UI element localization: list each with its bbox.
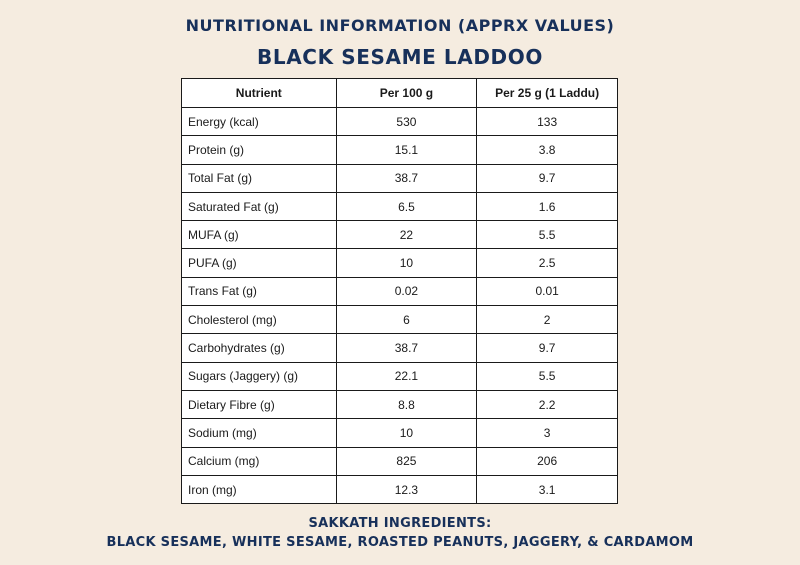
per-25g-cell: 9.7 (477, 334, 618, 362)
per-100g-cell: 10 (336, 249, 477, 277)
per-25g-cell: 0.01 (477, 277, 618, 305)
table-row (182, 390, 618, 418)
nutrient-cell: Sodium (mg) (182, 419, 337, 447)
per-100g-cell: 530 (336, 108, 477, 136)
per-100g-cell: 6.5 (336, 192, 477, 220)
per-25g-cell: 1.6 (477, 192, 618, 220)
nutrient-cell: PUFA (g) (182, 249, 337, 277)
column-header-nutrient: Nutrient (182, 79, 337, 108)
per-100g-cell: 22 (336, 221, 477, 249)
per-25g-cell: 2 (477, 306, 618, 334)
nutrition-table (181, 78, 618, 504)
table-row (182, 221, 618, 249)
per-100g-cell: 10 (336, 419, 477, 447)
per-25g-cell: 5.5 (477, 362, 618, 390)
nutrient-cell: Sugars (Jaggery) (g) (182, 362, 337, 390)
column-header-per-100g: Per 100 g (336, 79, 477, 108)
table-row (182, 136, 618, 164)
per-100g-cell: 22.1 (336, 362, 477, 390)
per-25g-cell: 133 (477, 108, 618, 136)
page-title: BLACK SESAME LADDOO (257, 45, 543, 69)
per-100g-cell: 38.7 (336, 334, 477, 362)
per-25g-cell: 2.5 (477, 249, 618, 277)
column-header-per-25g: Per 25 g (1 Laddu) (477, 79, 618, 108)
nutrient-cell: Trans Fat (g) (182, 277, 337, 305)
table-row (182, 108, 618, 136)
table-row (182, 306, 618, 334)
nutrient-cell: Cholesterol (mg) (182, 306, 337, 334)
per-100g-cell: 8.8 (336, 390, 477, 418)
table-row (182, 249, 618, 277)
table-header-row (182, 79, 618, 108)
table-row (182, 475, 618, 503)
table-row (182, 334, 618, 362)
nutrition-table-body (182, 108, 618, 504)
nutrient-cell: Total Fat (g) (182, 164, 337, 192)
nutrient-cell: Calcium (mg) (182, 447, 337, 475)
ingredients-section (0, 514, 800, 553)
nutrient-cell: Carbohydrates (g) (182, 334, 337, 362)
nutrient-cell: Dietary Fibre (g) (182, 390, 337, 418)
per-25g-cell: 3 (477, 419, 618, 447)
per-100g-cell: 825 (336, 447, 477, 475)
nutrient-cell: Energy (kcal) (182, 108, 337, 136)
table-row (182, 447, 618, 475)
per-100g-cell: 38.7 (336, 164, 477, 192)
per-100g-cell: 12.3 (336, 475, 477, 503)
per-100g-cell: 6 (336, 306, 477, 334)
table-row (182, 419, 618, 447)
per-100g-cell: 15.1 (336, 136, 477, 164)
ingredients-label: SAKKATH INGREDIENTS: (308, 516, 492, 531)
nutrient-cell: Iron (mg) (182, 475, 337, 503)
table-row (182, 277, 618, 305)
per-100g-cell: 0.02 (336, 277, 477, 305)
per-25g-cell: 9.7 (477, 164, 618, 192)
table-row (182, 164, 618, 192)
per-25g-cell: 3.8 (477, 136, 618, 164)
per-25g-cell: 2.2 (477, 390, 618, 418)
nutrient-cell: Protein (g) (182, 136, 337, 164)
per-25g-cell: 5.5 (477, 221, 618, 249)
per-25g-cell: 3.1 (477, 475, 618, 503)
nutrient-cell: MUFA (g) (182, 221, 337, 249)
table-row (182, 362, 618, 390)
page-subtitle: NUTRITIONAL INFORMATION (APPRX VALUES) (185, 16, 615, 35)
per-25g-cell: 206 (477, 447, 618, 475)
nutrient-cell: Saturated Fat (g) (182, 192, 337, 220)
ingredients-list: BLACK SESAME, WHITE SESAME, ROASTED PEANUTS, JAGGERY, & CARDAMOM (106, 535, 694, 550)
page-header (0, 14, 800, 72)
table-row (182, 192, 618, 220)
